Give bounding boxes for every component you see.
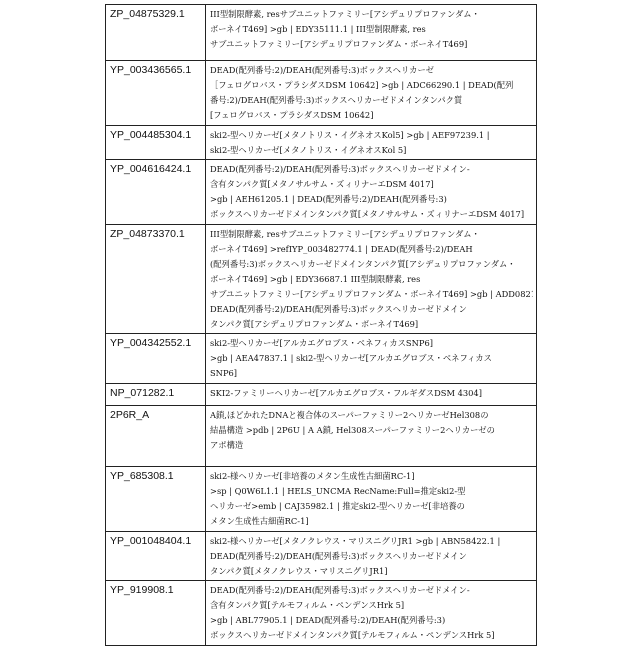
description-line: ボックスヘリカーゼドメインタンパク質[テルモフィルム・ペンデンスHrk 5]	[210, 628, 533, 643]
description-line: ボーネイT469] >gb | EDY36687.1 III型制限酵素, res	[210, 272, 533, 287]
description-line: DEAD(配列番号:2)/DEAH(配列番号:3)ボックスヘリカーゼドメイン	[210, 302, 533, 317]
table-row	[106, 160, 537, 225]
description-line: (配列番号:3)ボックスヘリカーゼドメインタンパク質[アシデュリプロファンダム・	[210, 257, 533, 272]
description-line: DEAD(配列番号:2)/DEAH(配列番号:3)ボックスヘリカーゼドメイン	[210, 549, 533, 564]
table-row	[106, 61, 537, 126]
description-cell	[206, 334, 537, 384]
description-line: ski2-型ヘリカーゼ[メタノトリス・イグネオスKol5] >gb | AEF97239.1 |	[210, 128, 533, 143]
description-line: >gb | ABL77905.1 | DEAD(配列番号:2)/DEAH(配列番号:3)	[210, 613, 533, 628]
description-cell	[206, 125, 537, 160]
description-line: [フェログロバス・プラシダスDSM 10642]	[210, 108, 533, 123]
description-line: ボックスヘリカーゼドメインタンパク質[メタノサルサム・ズィリナーエDSM 4017]	[210, 207, 533, 222]
description-cell	[206, 581, 537, 646]
description-line: アポ構造	[210, 438, 533, 453]
accession-cell: YP_001048404.1	[106, 531, 206, 581]
table-row	[106, 581, 537, 646]
table-row	[106, 5, 537, 61]
sequence-table-container	[105, 4, 537, 646]
description-line: III型制限酵素, resサブユニットファミリー[アシデュリプロファンダム・	[210, 227, 533, 242]
description-line: DEAD(配列番号:2)/DEAH(配列番号:3)ボックスヘリカーゼドメイン-	[210, 162, 533, 177]
description-cell	[206, 384, 537, 406]
table-body	[106, 5, 537, 646]
description-line: ボーネイT469] >gb | EDY35111.1 | III型制限酵素, res	[210, 22, 533, 37]
description-line: 含有タンパク質[メタノサルサム・ズィリナーエDSM 4017]	[210, 177, 533, 192]
description-line: ヘリカーゼ>emb | CAJ35982.1 | 推定ski2-型ヘリカーゼ[非培養の	[210, 499, 533, 514]
description-line: >gb | AEA47837.1 | ski2-型ヘリカーゼ[アルカエグロブス・ベネフィカス	[210, 351, 533, 366]
description-line: DEAD(配列番号:2)/DEAH(配列番号:3)ボックスヘリカーゼドメイン-	[210, 583, 533, 598]
description-cell	[206, 406, 537, 467]
table-row	[106, 225, 537, 334]
sequence-table	[105, 4, 537, 646]
description-line: SKI2-ファミリーヘリカーゼ[アルカエグロブス・フルギダスDSM 4304]	[210, 386, 533, 401]
description-cell	[206, 531, 537, 581]
description-cell	[206, 5, 537, 61]
description-line: ski2-様ヘリカーゼ[非培養のメタン生成性古細菌RC-1]	[210, 469, 533, 484]
description-line: メタン生成性古細菌RC-1]	[210, 514, 533, 529]
table-row	[106, 125, 537, 160]
description-line: DEAD(配列番号:2)/DEAH(配列番号:3)ボックスヘリカーゼ	[210, 63, 533, 78]
accession-cell: YP_004616424.1	[106, 160, 206, 225]
accession-cell: ZP_04873370.1	[106, 225, 206, 334]
description-cell	[206, 61, 537, 126]
accession-cell: YP_919908.1	[106, 581, 206, 646]
accession-cell: NP_071282.1	[106, 384, 206, 406]
accession-cell: YP_685308.1	[106, 467, 206, 532]
description-cell	[206, 225, 537, 334]
accession-cell: 2P6R_A	[106, 406, 206, 467]
description-line: ski2-型ヘリカーゼ[アルカエグロブス・ベネフィカスSNP6]	[210, 336, 533, 351]
description-cell	[206, 160, 537, 225]
description-line: >sp | Q0W6L1.1 | HELS_UNCMA RecName:Full=推定ski2-型	[210, 484, 533, 499]
description-line: ［フェログロバス・プラシダスDSM 10642] >gb | ADC66290.1 | DEAD(配列	[210, 78, 533, 93]
description-line: 結晶構造 >pdb | 2P6U | A A鎖, Hel308スーパーファミリー2ヘリカーゼの	[210, 423, 533, 438]
table-row	[106, 334, 537, 384]
accession-cell: YP_003436565.1	[106, 61, 206, 126]
accession-cell: YP_004342552.1	[106, 334, 206, 384]
description-line: サブユニットファミリー[アシデュリプロファンダム・ボーネイT469] >gb | ADD08212.1 |	[210, 287, 533, 302]
accession-cell: ZP_04875329.1	[106, 5, 206, 61]
table-row	[106, 531, 537, 581]
description-line: ski2-様ヘリカーゼ[メタノクレウス・マリスニグリJR1 >gb | ABN58422.1 |	[210, 534, 533, 549]
description-line: >gb | AEH61205.1 | DEAD(配列番号:2)/DEAH(配列番号:3)	[210, 192, 533, 207]
description-line: III型制限酵素, resサブユニットファミリー[アシデュリプロファンダム・	[210, 7, 533, 22]
description-line: ski2-型ヘリカーゼ[メタノトリス・イグネオスKol 5]	[210, 143, 533, 158]
description-line: タンパク質[メタノクレウス・マリスニグリJR1]	[210, 564, 533, 579]
description-line: ボーネイT469] >refIYP_003482774.1 | DEAD(配列番号:2)/DEAH	[210, 242, 533, 257]
description-cell	[206, 467, 537, 532]
description-line: 番号:2)/DEAH(配列番号:3)ボックスヘリカーゼドメインタンパク質	[210, 93, 533, 108]
accession-cell: YP_004485304.1	[106, 125, 206, 160]
description-line: 含有タンパク質[テルモフィルム・ペンデンスHrk 5]	[210, 598, 533, 613]
table-row	[106, 406, 537, 467]
description-line: A鎖,ほどかれたDNAと複合体のスーパーファミリー2ヘリカーゼHel308の	[210, 408, 533, 423]
description-line: SNP6]	[210, 366, 533, 381]
table-row	[106, 467, 537, 532]
table-row	[106, 384, 537, 406]
description-line: タンパク質[アシデュリプロファンダム・ボーネイT469]	[210, 317, 533, 332]
description-line: サブユニットファミリー[アシデュリプロファンダム・ボーネイT469]	[210, 37, 533, 52]
